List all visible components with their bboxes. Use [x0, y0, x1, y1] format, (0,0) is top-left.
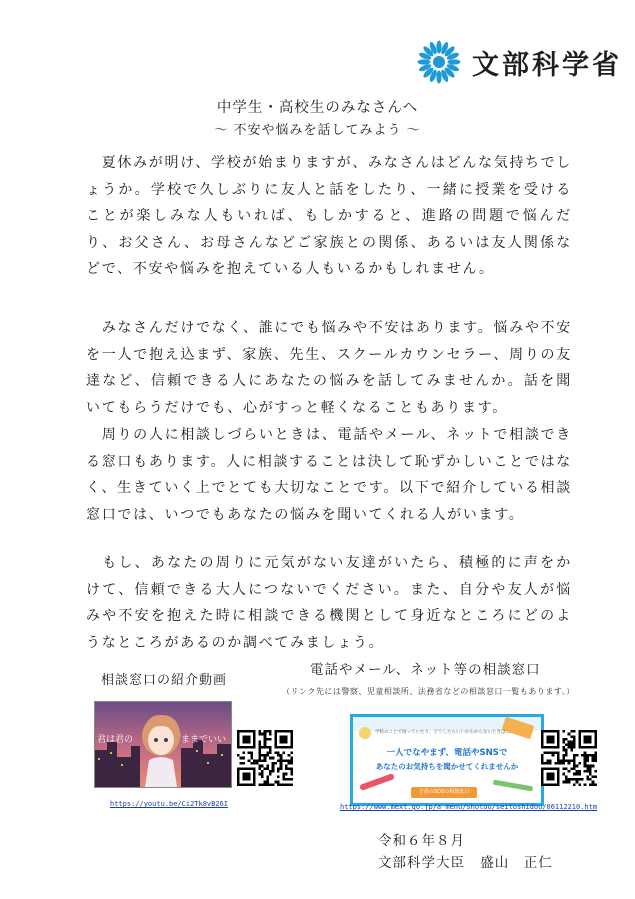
ministry-logo: [414, 34, 622, 90]
paragraph-contact: 周りの人に相談しづらいときは、電話やメール、ネットで相談できる窓口もあります。人に相談することは決して恥ずかしいことではなく、生きていく上でとても大切なことです。以下で紹介している相談窓口では、いつでもあなたの悩みを聞いてくれる人がいます。: [86, 427, 572, 523]
ministry-emblem-icon: [414, 37, 464, 87]
signer-title: 文部科学大臣: [378, 855, 465, 871]
paragraph-friends: もし、あなたの周りに元気がない友達がいたら、積極的に声をかけて、信頼できる大人につないでください。また、自分や友人が悩みや不安を抱えた時に相談できる機関として身近なところにどのようなところがあるのか調べてみましょう。: [86, 555, 572, 651]
ministry-name: 文部科学省: [472, 49, 622, 81]
thumbnail-caption-left: 君は君の: [97, 735, 134, 745]
page-title: 中学生・高校生のみなさんへ: [216, 100, 419, 116]
thumbnail-caption-right: ままでいい: [181, 735, 227, 745]
contact-banner[interactable]: [350, 714, 544, 806]
video-link[interactable]: https://youtu.be/Ci2Tk8vB26I: [110, 800, 229, 808]
banner-small-text: 学校のことで困っていたり、どうしたらいいかわからないときは…: [375, 730, 510, 735]
contact-section-note: （リンク先には警察、児童相談所、法務省などの相談窓口一覧もあります。）: [282, 687, 575, 696]
qr-code-icon[interactable]: [541, 730, 597, 786]
video-thumbnail[interactable]: [94, 701, 232, 788]
banner-badge: 子供のSOSの相談窓口: [418, 789, 470, 795]
contact-link[interactable]: https://www.mext.go.jp/a_menu/shotou/seitoshidou/06112210.htm: [340, 803, 598, 811]
page-subtitle: 〜 不安や悩みを話してみよう 〜: [214, 123, 421, 138]
paragraph-intro: 夏休みが明け、学校が始まりますが、みなさんはどんな気持ちでしょうか。学校で久しぶりに友人と話をしたり、一緒に授業を受けることが楽しみな人もいれば、もしかすると、進路の問題で悩んだり、お父さん、お母さんなどご家族との関係、あるいは友人関係などで、不安や悩みを抱えている人もいるかもしれません。: [86, 155, 572, 278]
video-section-heading: 相談窓口の紹介動画: [101, 673, 228, 688]
issue-date: 令和６年８月: [378, 833, 465, 849]
signer-name: 盛山 正仁: [480, 855, 553, 871]
contact-section-heading: 電話やメール、ネット等の相談窓口: [310, 662, 541, 678]
banner-line-2: あなたのお気持ちを聞かせてくれませんか: [375, 762, 519, 771]
qr-code-icon[interactable]: [237, 730, 293, 786]
paragraph-talk: みなさんだけでなく、誰にでも悩みや不安はあります。悩みや不安を一人で抱え込まず、家族、先生、スクールカウンセラー、周りの友達など、信頼できる人にあなたの悩みを話してみませんか。話を聞いてもらうだけでも、心がすっと軽くなることもあります。: [86, 320, 572, 416]
banner-line-1: 一人でなやまず、電話やSNSで: [386, 748, 508, 758]
signer: [378, 851, 553, 871]
